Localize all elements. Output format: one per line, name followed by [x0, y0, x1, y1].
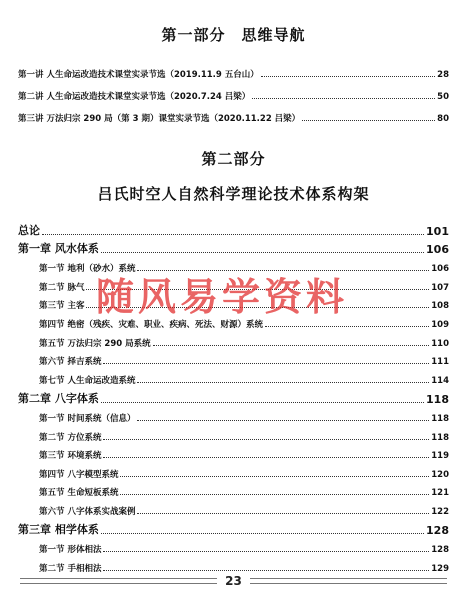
toc-lecture-2[interactable]: [18, 88, 449, 102]
toc-page-number: 119: [431, 451, 449, 461]
toc-label: 第二节 手相相法: [39, 564, 102, 574]
toc-section[interactable]: [39, 448, 449, 461]
dot-leader: [101, 402, 424, 403]
toc-section[interactable]: [39, 561, 449, 574]
toc-page-number: 109: [431, 320, 449, 330]
toc-label: 第六节 八字体系实战案例: [39, 507, 136, 517]
toc-section[interactable]: [39, 373, 449, 386]
toc-chapter-3[interactable]: [18, 521, 449, 537]
toc-label: 第五节 万法归宗 290 局系统: [39, 339, 151, 349]
toc-page-number: 118: [431, 414, 449, 424]
part2-subtitle: 吕氏时空人自然科学理论技术体系构架: [97, 185, 370, 203]
toc-label: 第五节 生命短板系统: [39, 488, 119, 498]
toc-label: 第二节 方位系统: [39, 433, 102, 443]
watermark: 随风易学资料: [96, 274, 349, 319]
toc-page-number: 118: [426, 393, 449, 406]
toc-label: 第二节 脉气: [39, 283, 85, 293]
dot-leader: [137, 513, 429, 514]
toc-label: 第六节 择吉系统: [39, 357, 102, 367]
toc-label: 第四节 绝密（残疾、灾难、职业、疾病、死法、财源）系统: [39, 320, 263, 330]
toc-section[interactable]: [39, 467, 449, 480]
dot-leader: [153, 345, 430, 346]
part2-title: 第二部分: [201, 150, 266, 168]
toc-label: 第三章 相学体系: [18, 523, 99, 536]
dot-leader: [101, 533, 424, 534]
toc-chapter-2[interactable]: [18, 390, 449, 406]
toc-page-number: 128: [431, 545, 449, 555]
toc-label: 第一节 地利（砂水）系统: [39, 264, 136, 274]
dot-leader: [103, 570, 429, 571]
toc-label: 第三节 主客: [39, 301, 85, 311]
toc-section[interactable]: [39, 336, 449, 349]
toc-label: 第三节 环境系统: [39, 451, 102, 461]
dot-leader: [103, 363, 429, 364]
page-number-text: 23: [217, 574, 250, 588]
toc-page-number: 114: [431, 376, 449, 386]
toc-page-number: 106: [431, 264, 449, 274]
toc-label: 第四节 八字模型系统: [39, 470, 119, 480]
toc-section[interactable]: [39, 542, 449, 555]
toc-page-number: 118: [431, 433, 449, 443]
toc-section[interactable]: [39, 504, 449, 517]
toc-label: 第一章 风水体系: [18, 242, 99, 255]
part1-title: 第一部分 思维导航: [161, 26, 306, 44]
toc-page-number: 111: [431, 357, 449, 367]
toc-section[interactable]: [39, 354, 449, 367]
dot-leader: [252, 98, 435, 99]
toc-page-number: 28: [437, 70, 449, 80]
dot-leader: [42, 234, 424, 235]
toc-label: 第一节 时间系统（信息）: [39, 414, 136, 424]
toc-label: 第二讲 人生命运改造技术课堂实录节选（2020.7.24 吕梁）: [18, 92, 251, 102]
dot-leader: [103, 457, 429, 458]
toc-chapter-1[interactable]: [18, 240, 449, 256]
toc-page-number: 122: [431, 507, 449, 517]
toc-page-number: 50: [437, 92, 449, 102]
page-number: [0, 574, 467, 588]
toc-page-number: 128: [426, 524, 449, 537]
toc-page-number: 106: [426, 243, 449, 256]
toc-label: 第一节 形体相法: [39, 545, 102, 555]
toc-label: 第三讲 万法归宗 290 局（第 3 期）课堂实录节选（2020.11.22 吕梁）: [18, 114, 301, 124]
dot-leader: [103, 551, 429, 552]
toc-page-number: 80: [437, 114, 449, 124]
toc-label: 总论: [18, 224, 40, 237]
dot-leader: [265, 326, 429, 327]
toc-label: 第七节 人生命运改造系统: [39, 376, 136, 386]
toc-label: 第二章 八字体系: [18, 392, 99, 405]
dot-leader: [137, 382, 429, 383]
toc-page-number: 120: [431, 470, 449, 480]
dot-leader: [101, 252, 424, 253]
toc-page-number: 107: [431, 283, 449, 293]
toc-page-number: 121: [431, 488, 449, 498]
dot-leader: [261, 76, 435, 77]
toc-page-number: 129: [431, 564, 449, 574]
toc-section[interactable]: [39, 485, 449, 498]
toc-section[interactable]: [39, 411, 449, 424]
toc-label: 第一讲 人生命运改造技术课堂实录节选（2019.11.9 五台山）: [18, 70, 259, 80]
toc-page-number: 101: [426, 225, 449, 238]
dot-leader: [120, 476, 429, 477]
dot-leader: [103, 439, 429, 440]
dot-leader: [137, 420, 429, 421]
toc-page-number: 110: [431, 339, 449, 349]
dot-leader: [302, 120, 435, 121]
toc-page-number: 108: [431, 301, 449, 311]
toc-section[interactable]: [39, 430, 449, 443]
dot-leader: [120, 494, 429, 495]
toc-intro[interactable]: [18, 222, 449, 238]
toc-lecture-1[interactable]: [18, 66, 449, 80]
toc-lecture-3[interactable]: [18, 110, 449, 124]
